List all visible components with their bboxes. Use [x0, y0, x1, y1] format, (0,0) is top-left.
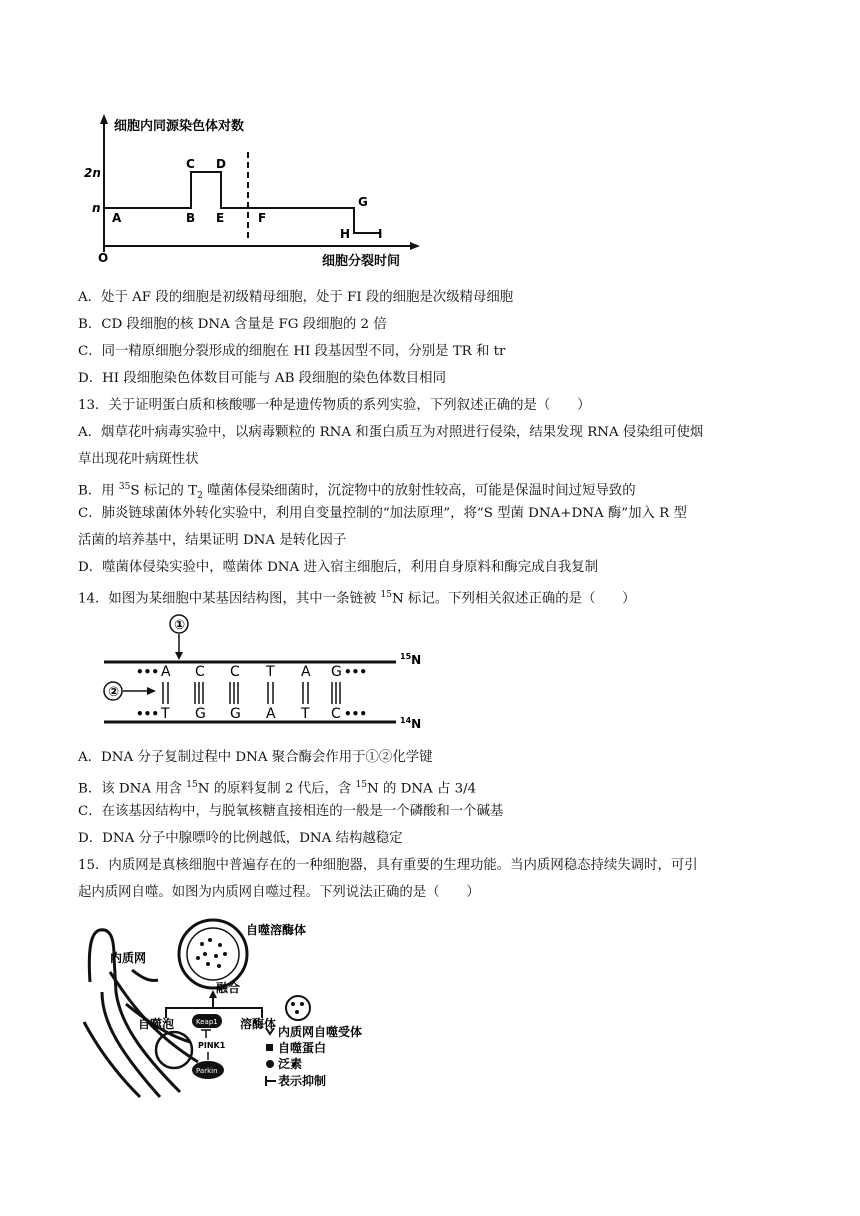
q14-b-sup2: 15	[355, 780, 367, 790]
bottom-base-1: T	[161, 706, 170, 722]
q14-stem	[78, 585, 636, 609]
bottom-base-2: G	[195, 706, 206, 722]
autophagy-protein-icon	[266, 1044, 273, 1051]
marker-2: ②	[108, 685, 120, 700]
point-E: E	[216, 211, 225, 225]
point-C: C	[186, 157, 195, 171]
autolysosome-label: 自噬溶酶体	[246, 923, 307, 937]
point-A: A	[112, 211, 122, 225]
q13-option-a-line1: A．烟草花叶病毒实验中，以病毒颗粒的 RNA 和蛋白质互为对照进行侵染，结果发现 RNA 侵染组可使烟	[78, 425, 704, 440]
q14-stem-post: N 标记。下列相关叙述正确的是（ ）	[391, 591, 636, 607]
parkin-label: Parkin	[196, 1067, 218, 1075]
legend-ubiquitin: 泛素	[278, 1057, 303, 1071]
y-axis-arrow	[100, 114, 108, 124]
point-F: F	[258, 211, 267, 225]
x-axis-label: 细胞分裂时间	[322, 254, 401, 269]
q13-b-sub: 2	[197, 491, 203, 502]
marker-2-arrowhead	[147, 687, 156, 695]
top-base-4: T	[266, 664, 275, 680]
legend-protein: 自噬蛋白	[278, 1041, 327, 1055]
q13-option-d: D．噬菌体侵染实验中，噬菌体 DNA 进入宿主细胞后，利用自身原料和酶完成自我复制	[78, 560, 599, 575]
tick-n: n	[92, 201, 101, 215]
q13-stem: 13．关于证明蛋白质和核酸哪一种是遗传物质的系列实验，下列叙述正确的是（ ）	[78, 398, 591, 413]
q12-option-d: D．HI 段细胞染色体数目可能与 AB 段细胞的染色体数目相同	[78, 371, 446, 386]
q14-b-pre: B．该 DNA 用含	[78, 781, 187, 797]
data-line	[104, 172, 380, 233]
x-axis-arrow	[410, 242, 420, 250]
ubiquitin-icon	[266, 1060, 274, 1068]
q12-option-a: A．处于 AF 段的细胞是初级精母细胞，处于 FI 段的细胞是次级精母细胞	[78, 290, 514, 305]
bottom-base-3: G	[230, 706, 241, 722]
q14-b-sup1: 15	[186, 780, 198, 790]
point-B: B	[186, 211, 196, 225]
top-right-dots: •••	[344, 665, 368, 679]
point-I: I	[378, 227, 383, 241]
er-label: 内质网	[110, 951, 147, 965]
q15-stem-line1: 15．内质网是真核细胞中普遍存在的一种细胞器，具有重要的生理功能。当内质网稳态持续失调时，可引	[78, 858, 698, 873]
fusion-label: 融合	[216, 981, 241, 995]
marker-1: ①	[174, 618, 186, 633]
q14-stem-pre: 14．如图为某细胞中某基因结构图，其中一条链被	[78, 591, 381, 607]
top-base-3: C	[230, 664, 240, 680]
q13-option-b	[78, 477, 636, 506]
q13-b-pre: B．用	[78, 483, 119, 499]
q13-b-sup: 35	[118, 482, 131, 492]
q14-stem-sup: 15	[380, 590, 392, 600]
bottom-left-dots: •••	[136, 707, 160, 721]
legend-receptor: 内质网自噬受体	[278, 1025, 363, 1039]
er-autophagy-diagram	[80, 912, 420, 1102]
keap1-label: Keap1	[196, 1018, 218, 1026]
lysosome-label: 溶酶体	[240, 1017, 277, 1031]
dna-structure-diagram	[100, 612, 440, 734]
q14-b-mid: N 的原料复制 2 代后，含	[197, 781, 356, 797]
pink1-label: PINK1	[198, 1041, 226, 1050]
top-base-5: A	[301, 664, 311, 680]
q13-option-a-line2: 草出现花叶病斑性状	[78, 452, 199, 467]
autolysosome-contents	[196, 938, 227, 968]
bottom-base-6: C	[331, 706, 341, 722]
top-base-1: A	[161, 664, 171, 680]
hydrogen-bonds	[163, 682, 340, 704]
q15-stem-line2: 起内质网自噬。如图为内质网自噬过程。下列说法正确的是（ ）	[78, 885, 480, 900]
chromosome-pairs-graph	[78, 110, 428, 270]
point-H: H	[340, 227, 351, 241]
q13-option-c-line1: C．肺炎链球菌体外转化实验中，利用自变量控制的“加法原理”，将“S 型菌 DNA+DNA 酶”加入 R 型	[78, 506, 687, 521]
tick-2n: 2n	[84, 166, 101, 180]
legend-inhibit: 表示抑制	[278, 1074, 327, 1088]
bottom-base-5: T	[301, 706, 310, 722]
marker-1-arrowhead	[175, 652, 183, 660]
top-base-6: G	[331, 664, 342, 680]
y-axis-label: 细胞内同源染色体对数	[114, 119, 245, 134]
q12-option-b: B．CD 段细胞的核 DNA 含量是 FG 段细胞的 2 倍	[78, 317, 387, 332]
autolysosome-outer	[179, 920, 247, 988]
bottom-strand-label: $^{14}$N	[400, 716, 422, 731]
q14-option-b	[78, 775, 476, 799]
autolysosome-inner	[187, 928, 239, 980]
lysosome-contents	[291, 1002, 304, 1014]
bottom-base-4: A	[266, 706, 276, 722]
q12-option-c: C．同一精原细胞分裂形成的细胞在 HI 段基因型不同，分别是 TR 和 tr	[78, 344, 506, 359]
point-D: D	[216, 157, 226, 171]
top-base-2: C	[195, 664, 205, 680]
q14-b-post: N 的 DNA 占 3/4	[366, 781, 477, 797]
q14-option-a: A．DNA 分子复制过程中 DNA 聚合酶会作用于①②化学键	[78, 750, 433, 765]
q14-option-d: D．DNA 分子中腺嘌呤的比例越低，DNA 结构越稳定	[78, 831, 403, 846]
top-left-dots: •••	[136, 665, 160, 679]
q13-option-c-line2: 活菌的培养基中，结果证明 DNA 是转化因子	[78, 533, 347, 548]
top-strand-label: $^{15}$N	[400, 652, 422, 667]
origin-label: O	[98, 251, 109, 265]
autophagosome-label: 自噬泡	[138, 1017, 175, 1031]
point-G: G	[358, 195, 368, 209]
q14-option-c: C．在该基因结构中，与脱氧核糖直接相连的一般是一个磷酸和一个碱基	[78, 804, 504, 819]
lysosome	[286, 996, 310, 1020]
bottom-right-dots: •••	[344, 707, 368, 721]
q13-b-mid: S 标记的 T	[130, 483, 198, 499]
q13-b-post: 噬菌体侵染细菌时，沉淀物中的放射性较高，可能是保温时间过短导致的	[202, 483, 636, 499]
